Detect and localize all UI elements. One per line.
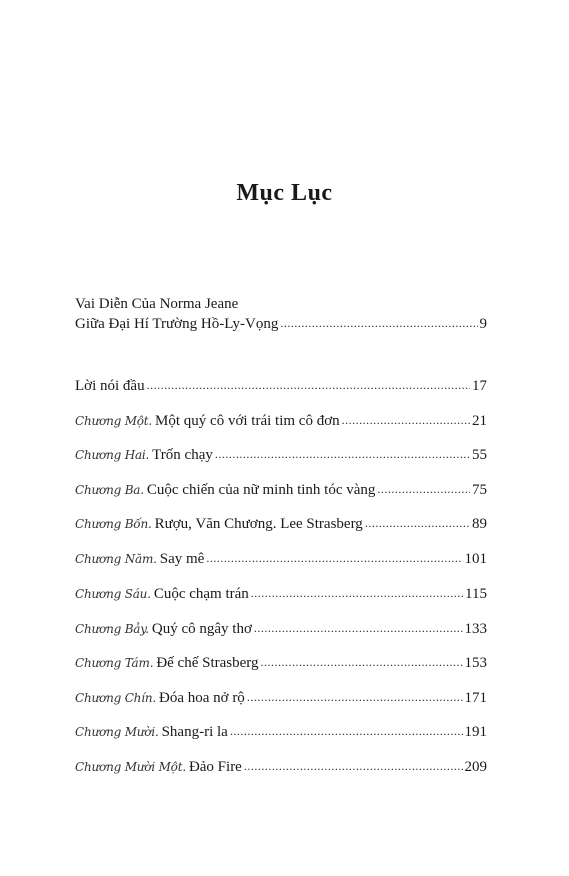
- page-title: Mục Lục: [236, 180, 333, 206]
- entry-title: Cuộc chiến của nữ minh tinh tóc vàng: [146, 482, 376, 498]
- chapter-label: Chương Mười Một.: [75, 760, 186, 774]
- page-number: 89: [472, 516, 487, 532]
- page-number: 75: [472, 482, 487, 498]
- page-number: 9: [479, 316, 487, 332]
- toc-entry-chapter-2[interactable]: [75, 444, 487, 466]
- toc-entry-chapter-3[interactable]: [75, 479, 487, 501]
- chapter-label: Chương Năm.: [75, 552, 157, 566]
- toc-entry-chapter-8[interactable]: [75, 652, 487, 674]
- toc-entry-chapter-11[interactable]: [75, 756, 487, 778]
- dot-leader: [244, 755, 463, 777]
- dot-leader: [342, 409, 470, 431]
- chapter-label: Chương Hai.: [75, 448, 150, 462]
- dot-leader: [254, 617, 463, 639]
- entry-title: Đảo Fire: [188, 759, 242, 775]
- toc-entry-chapter-9[interactable]: [75, 687, 487, 709]
- page-number: 17: [472, 378, 487, 394]
- chapter-label: Chương Chín.: [75, 691, 156, 705]
- toc-entry-preface[interactable]: [75, 375, 487, 397]
- dot-leader: [230, 720, 463, 742]
- page-number: 209: [464, 759, 487, 775]
- page-number: 101: [464, 551, 487, 567]
- dot-leader: [280, 312, 477, 334]
- entry-title: Cuộc chạm trán: [153, 586, 249, 602]
- entry-title: Một quý cô với trái tim cô đơn: [155, 413, 340, 429]
- chapter-label: Chương Tám.: [75, 656, 154, 670]
- dot-leader: [261, 651, 463, 673]
- entry-title: Trốn chạy: [152, 447, 213, 463]
- chapter-label: Chương Bảy.: [75, 622, 149, 636]
- page-number: 133: [464, 621, 487, 637]
- page-number: 191: [464, 724, 487, 740]
- chapter-label: Chương Ba.: [75, 483, 144, 497]
- entry-title: Giữa Đại Hí Trường Hồ-Ly-Vọng: [75, 316, 279, 332]
- chapter-label: Chương Bốn.: [75, 517, 152, 531]
- entry-title: Say mê: [159, 551, 205, 567]
- page-number: 115: [465, 586, 487, 602]
- entry-title: Quý cô ngây thơ: [151, 621, 252, 637]
- toc-entry-chapter-6[interactable]: [75, 583, 487, 605]
- entry-title: Shang-ri la: [161, 724, 228, 740]
- toc-entry-chapter-4[interactable]: [75, 513, 487, 535]
- page-number: 55: [472, 447, 487, 463]
- toc-entry-chapter-1[interactable]: [75, 410, 487, 432]
- page-number: 21: [472, 413, 487, 429]
- entry-title: Lời nói đầu: [75, 378, 145, 394]
- toc-intro-line1: Vai Diễn Của Norma Jeane: [75, 296, 239, 312]
- page-number: 153: [464, 655, 487, 671]
- entry-title: Rượu, Văn Chương. Lee Strasberg: [154, 516, 363, 532]
- dot-leader: [247, 686, 463, 708]
- chapter-label: Chương Sáu.: [75, 587, 151, 601]
- chapter-label: Chương Mười.: [75, 725, 159, 739]
- dot-leader: [147, 374, 470, 396]
- dot-leader: [377, 478, 470, 500]
- dot-leader: [365, 512, 470, 534]
- page-number: 171: [464, 690, 487, 706]
- entry-title: Đóa hoa nở rộ: [158, 690, 245, 706]
- entry-title: Đế chế Strasberg: [156, 655, 259, 671]
- dot-leader: [206, 547, 462, 569]
- toc-entry-chapter-5[interactable]: [75, 548, 487, 570]
- dot-leader: [251, 582, 463, 604]
- chapter-label: Chương Một.: [75, 414, 153, 428]
- dot-leader: [215, 443, 470, 465]
- toc-entry-chapter-10[interactable]: [75, 721, 487, 743]
- toc-entry-chapter-7[interactable]: [75, 618, 487, 640]
- toc-intro-entry[interactable]: [75, 313, 487, 335]
